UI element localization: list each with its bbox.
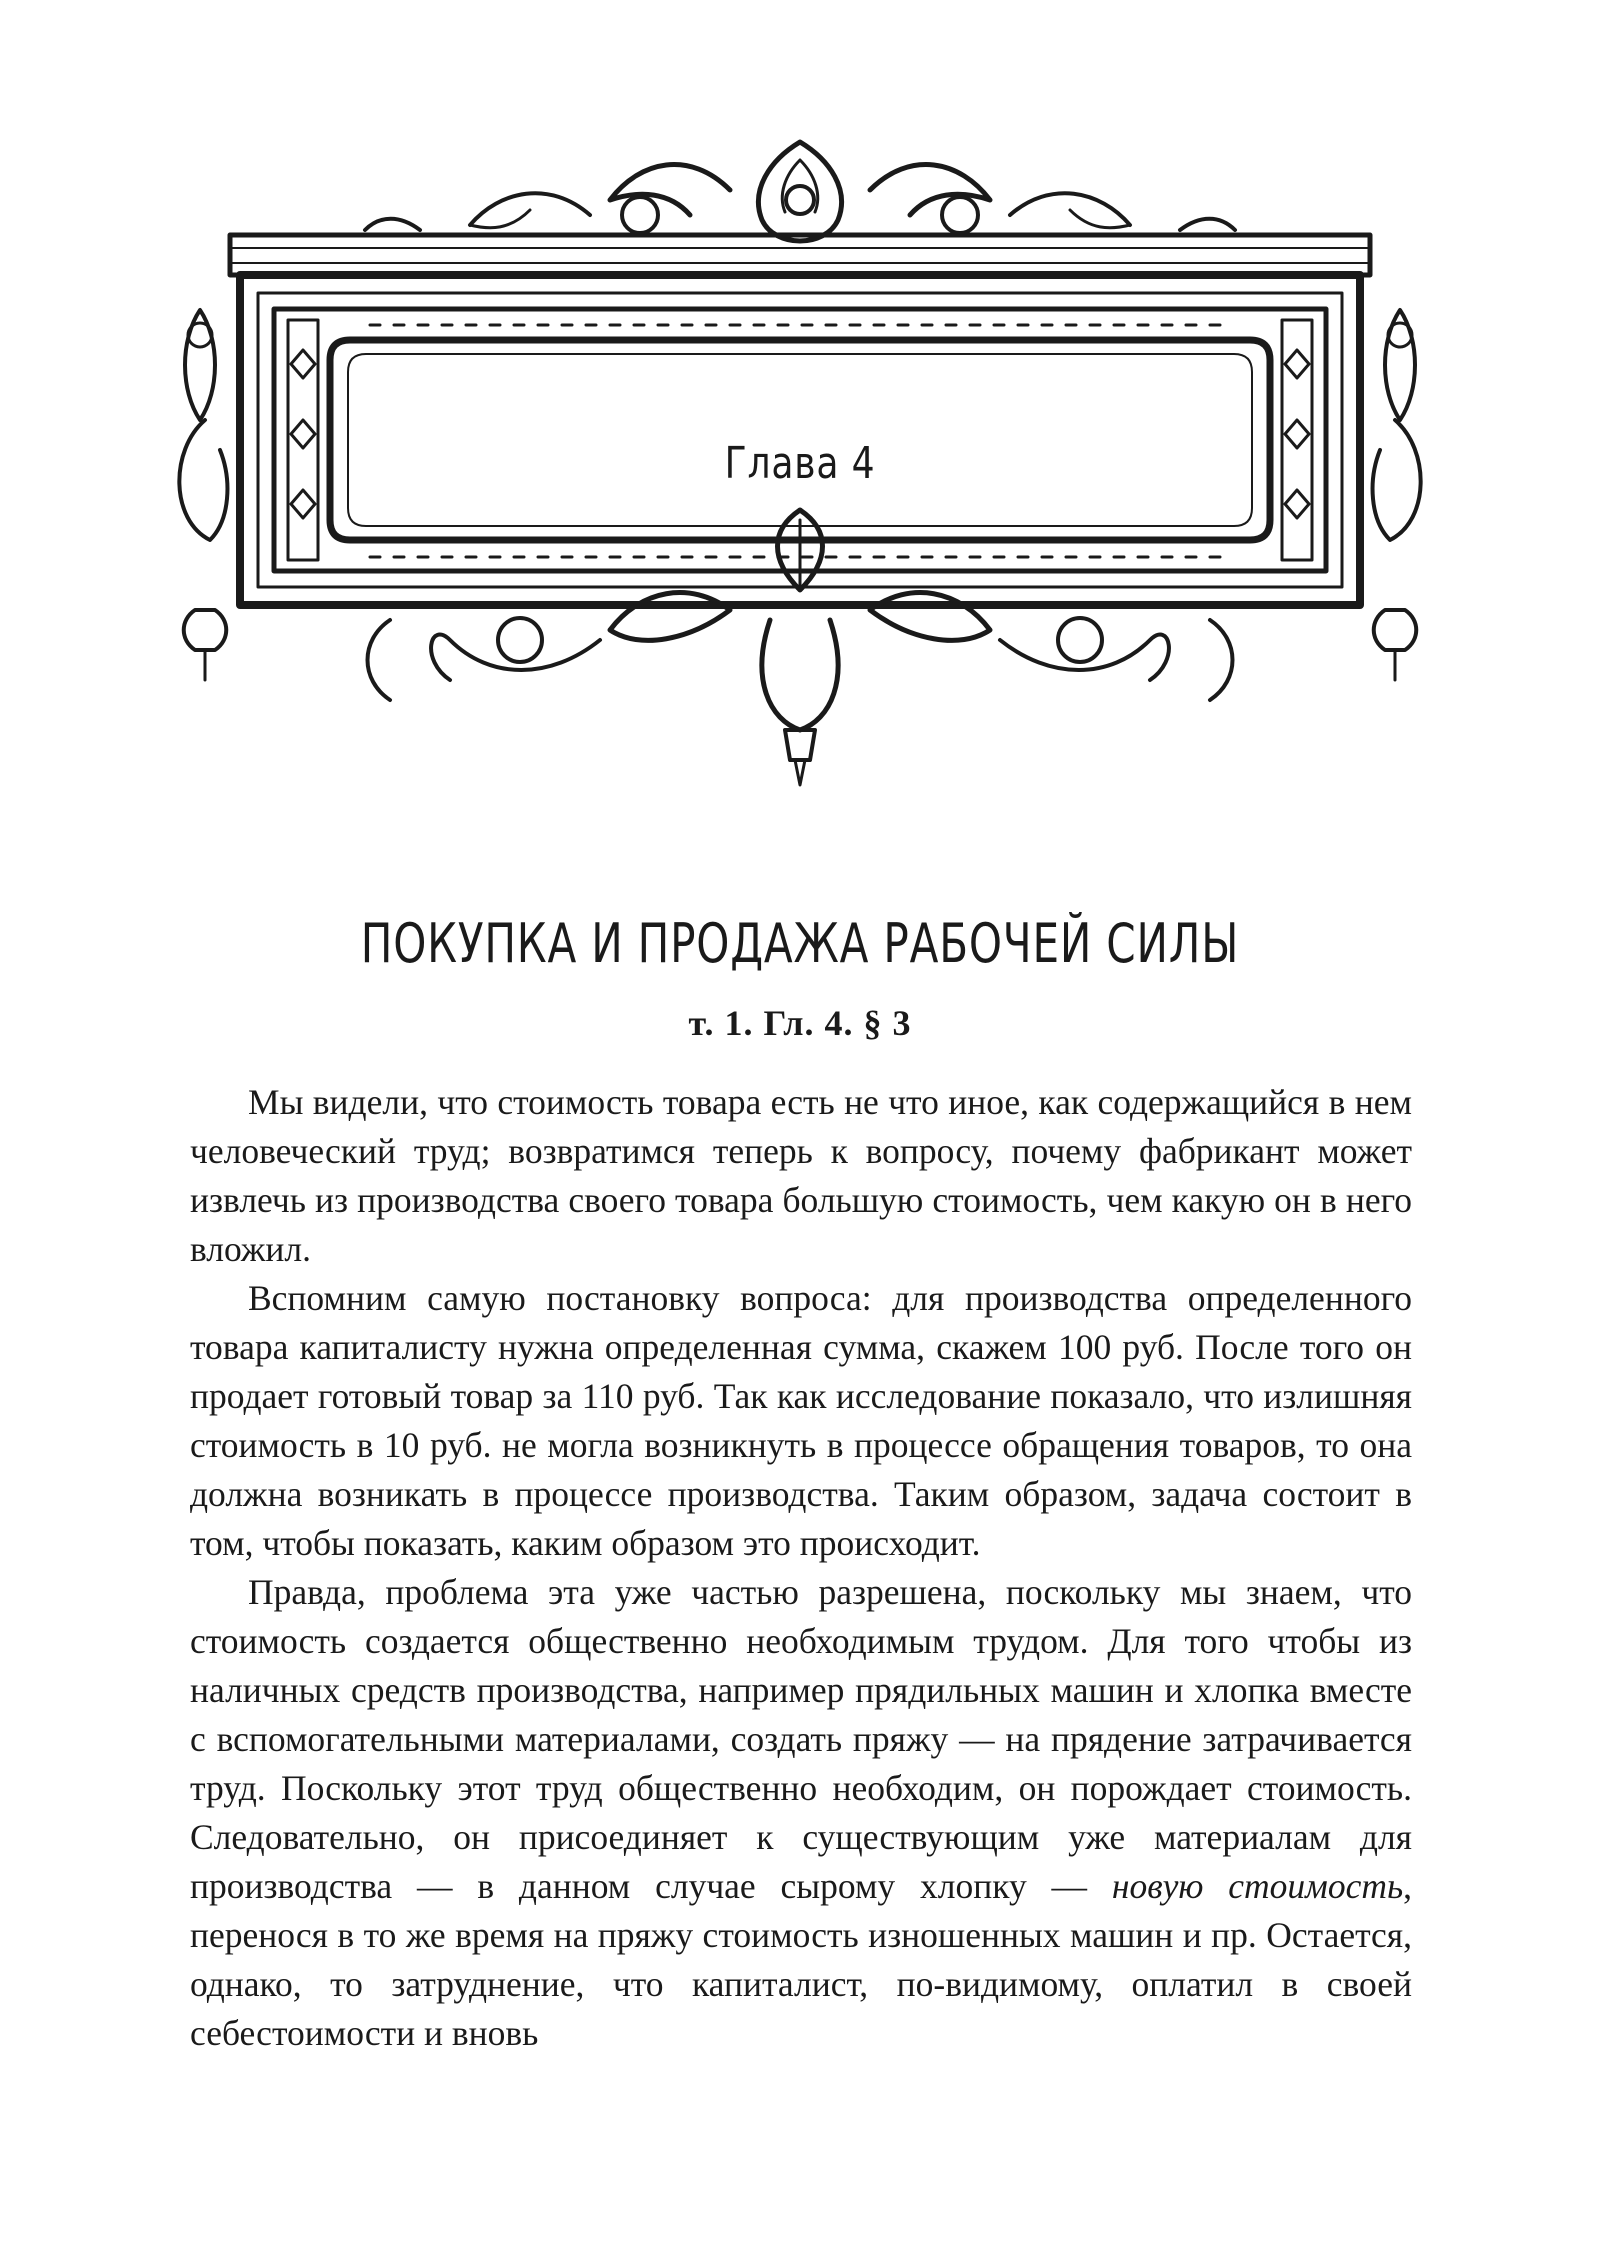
chapter-label: Глава 4 [724, 438, 876, 489]
chapter-body [190, 1078, 1412, 2058]
paragraph: Вспомним самую постановку вопроса: для производства определенного товара капиталисту нужна определенная сумма, скажем 100 руб. После того он продает готовый товар за 110 руб. Так как исследование показало, что излишняя стоимость в 10 руб. не могла возникнуть в процессе обращения товаров, то она должна возникать в процессе производства. Таким образом, задача состоит в том, чтобы показать, каким образом это происходит. [190, 1278, 1412, 1563]
ornamental-frame [170, 120, 1430, 820]
chapter-reference: т. 1. Гл. 4. § 3 [688, 1003, 912, 1043]
paragraph [190, 1568, 1412, 2058]
chapter-title: ПОКУПКА И ПРОДАЖА РАБОЧЕЙ СИЛЫ [360, 912, 1240, 975]
paragraph-text: Правда, проблема эта уже частью разрешена, поскольку мы знаем, что стоимость создается общественно необходимым трудом. Для того чтобы из наличных средств производства, например прядильных машин и хлопка вместе с вспомогательными материалами, создать пряжу — на прядение затрачивается труд. Поскольку этот труд общественно необходим, он порождает стоимость. Следовательно, он присоединяет к существующим уже материалам для производства — в данном случае сырому хлопку — [190, 1572, 1412, 1906]
paragraph: Мы видели, что стоимость товара есть не что иное, как содержащийся в нем человеческий труд; возвратимся теперь к вопросу, почему фабрикант может извлечь из производства своего товара большую стоимость, чем какую он в него вложил. [190, 1082, 1412, 1269]
paragraph-text: , перенося в то же время на пряжу стоимость изношенных машин и пр. Остается, однако, то затруднение, что капиталист, по-видимому, оплатил в своей себестоимости и вновь [190, 1866, 1413, 2053]
emphasized-term: новую стоимость [1111, 1866, 1404, 1906]
